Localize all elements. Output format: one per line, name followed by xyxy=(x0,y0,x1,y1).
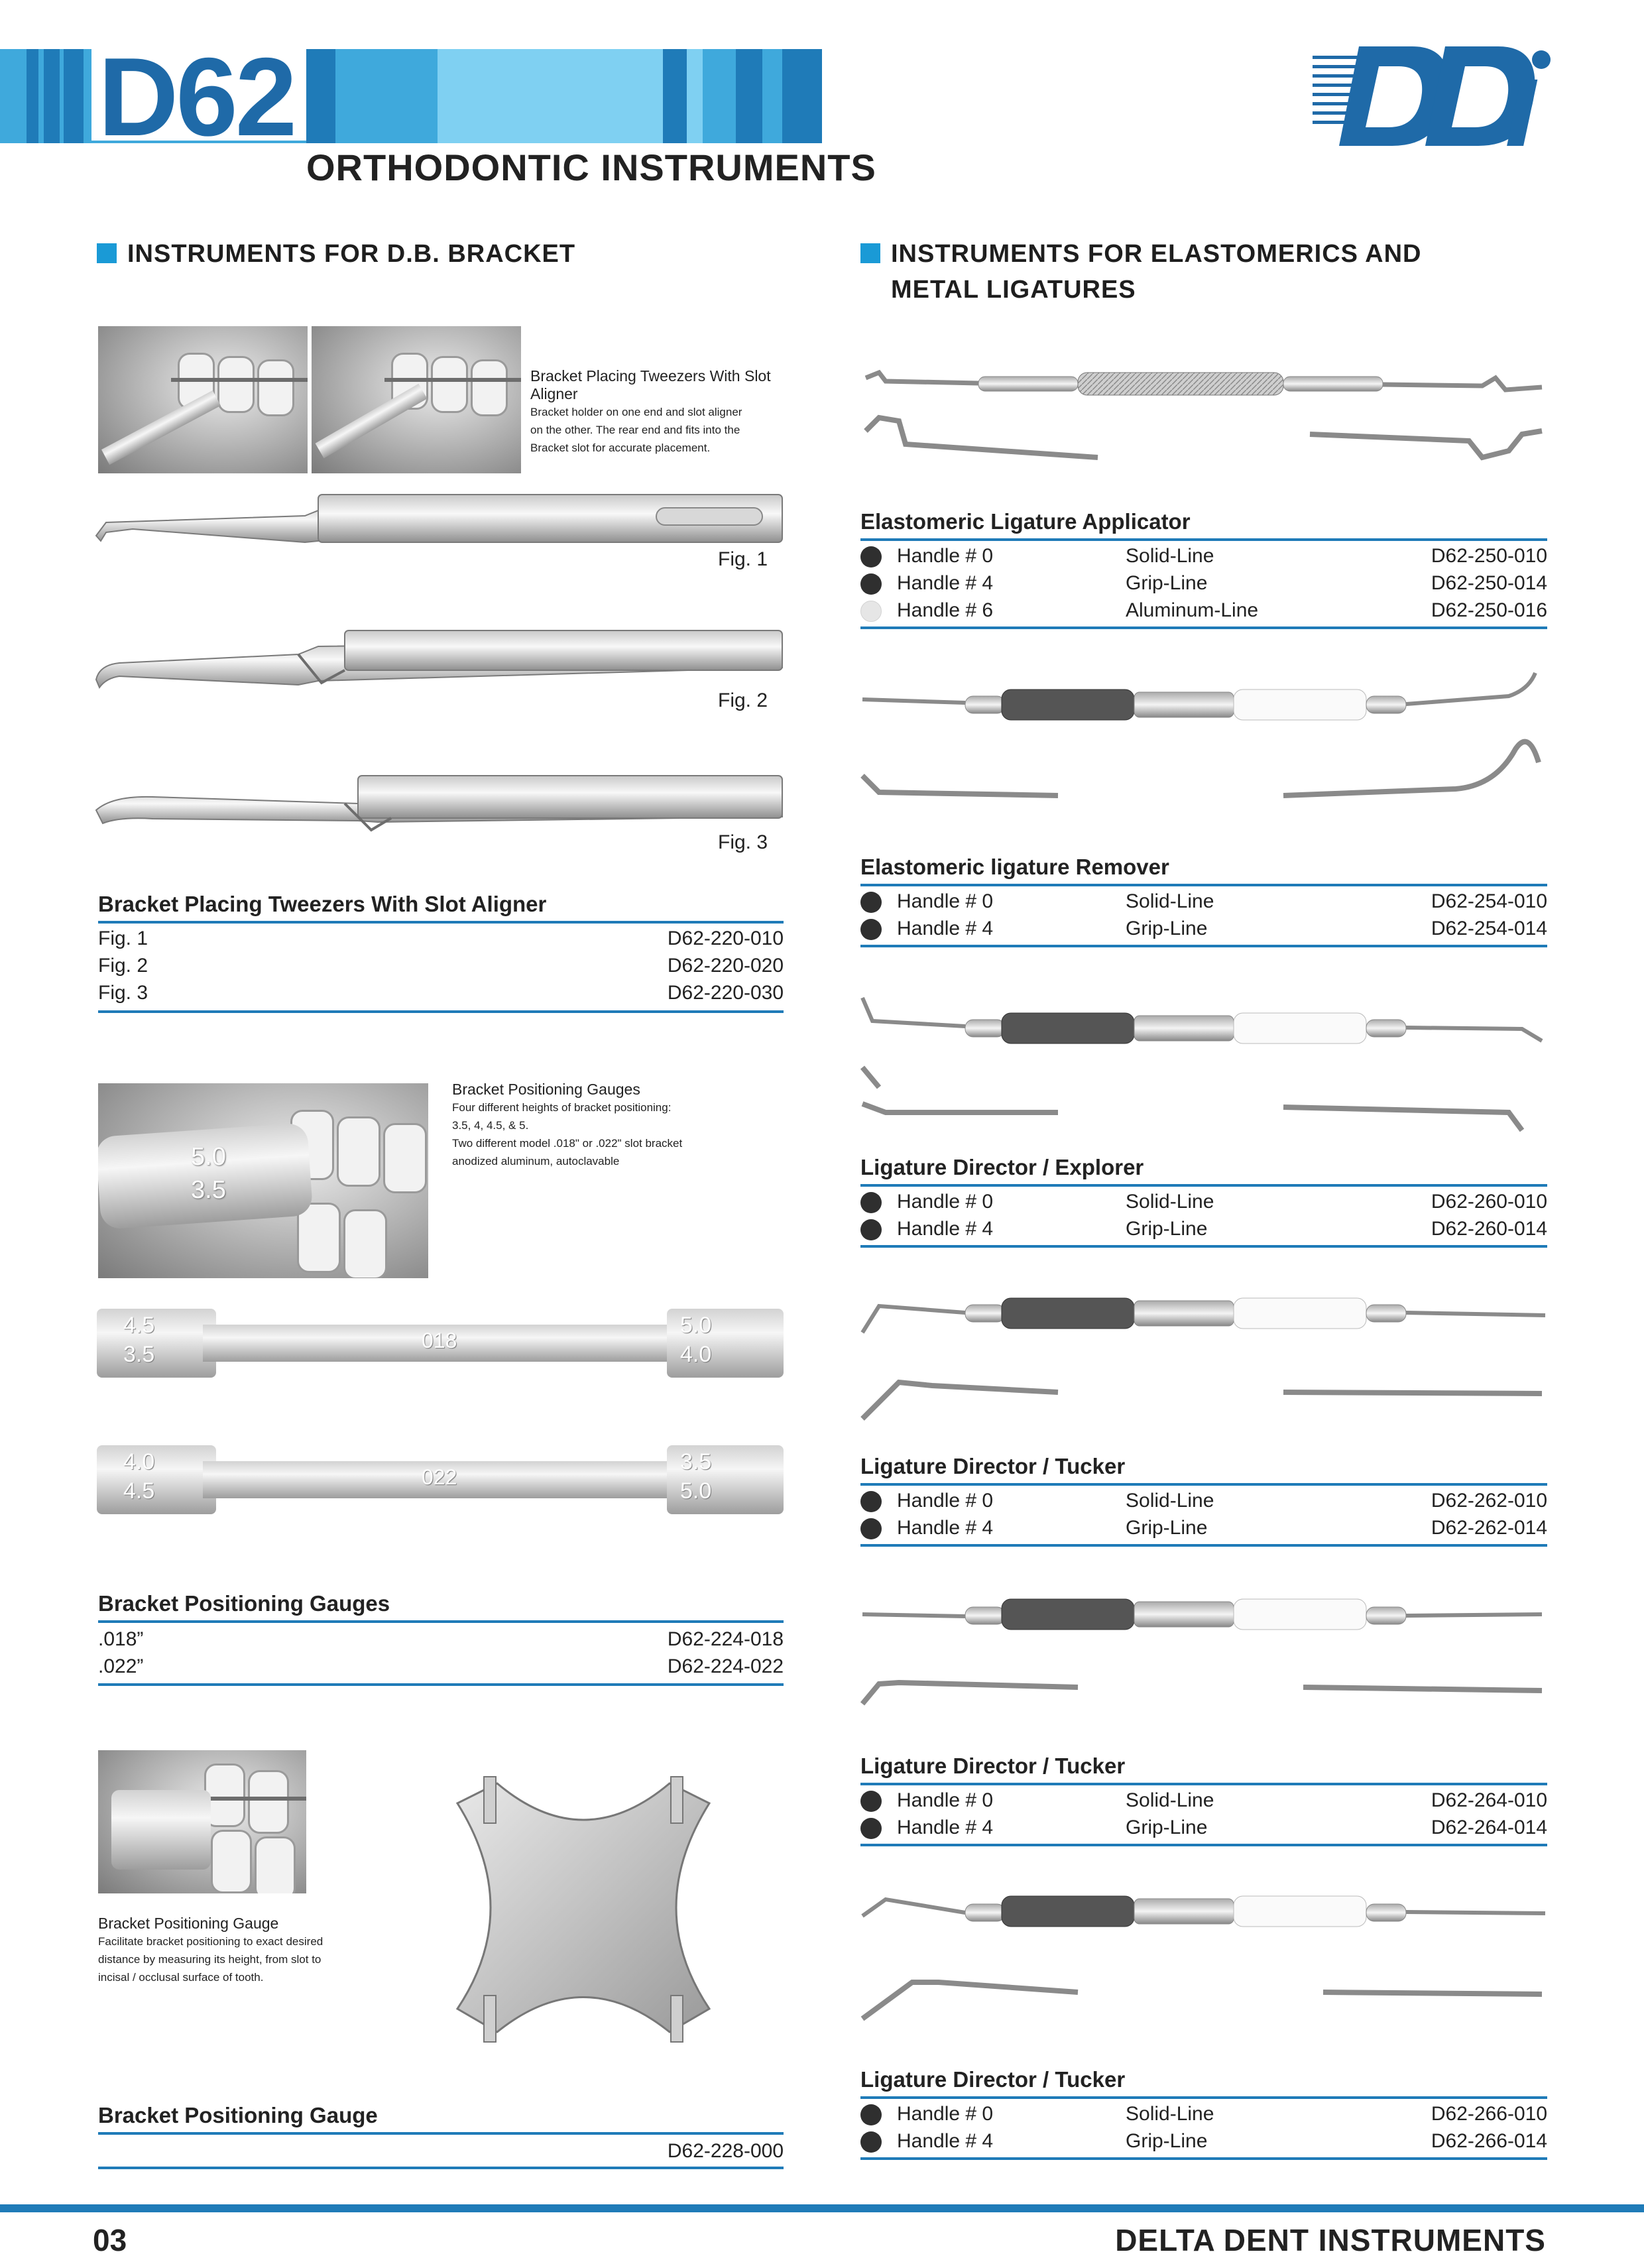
header-stripe xyxy=(736,49,762,143)
gauge-mark: 5.0 xyxy=(680,1478,712,1504)
line-type: Solid-Line xyxy=(1126,1191,1214,1213)
photo-mark: 5.0 xyxy=(191,1143,226,1171)
line-type: Solid-Line xyxy=(1126,890,1214,912)
section-heading-text: INSTRUMENTS FOR ELASTOMERICS AND xyxy=(891,240,1422,268)
gauge-product-title: Bracket Positioning Gauge xyxy=(98,2103,378,2127)
header-stripe xyxy=(44,49,60,143)
table-row xyxy=(860,1215,1547,1243)
fig-label-1: Fig. 1 xyxy=(718,548,768,570)
table-rule xyxy=(860,1844,1547,1846)
catalog-code: D62 xyxy=(91,41,306,141)
gauge-mark: 4.5 xyxy=(123,1478,155,1504)
table-rule xyxy=(860,627,1547,629)
fig-label-3: Fig. 3 xyxy=(718,831,768,853)
product-code: D62-264-010 xyxy=(1431,1789,1547,1811)
tweezers-fig3-image xyxy=(93,769,789,835)
product-code: D62-262-014 xyxy=(1431,1517,1547,1539)
line-type: Grip-Line xyxy=(1126,1817,1208,1838)
table-rule xyxy=(860,1245,1547,1248)
handle-label: Handle # 4 xyxy=(897,1218,994,1240)
description-line: 3.5, 4, 4.5, & 5. xyxy=(452,1119,529,1132)
row-label: Fig. 1 xyxy=(98,927,148,949)
bracket-positioning-gauge-image xyxy=(438,1770,729,2049)
gauges-description xyxy=(452,1081,731,1170)
gauges-photo xyxy=(98,1083,428,1278)
table-rule xyxy=(98,1010,784,1013)
footer-brand: DELTA DENT INSTRUMENTS xyxy=(1115,2223,1546,2257)
gauge-mark: 5.0 xyxy=(680,1313,712,1338)
photo-mark: 3.5 xyxy=(191,1176,226,1204)
table-rule xyxy=(860,2157,1547,2160)
section-heading-text: INSTRUMENTS FOR D.B. BRACKET xyxy=(127,240,576,268)
table-rule xyxy=(98,1683,784,1686)
product-code: D62-250-010 xyxy=(1431,545,1547,567)
header-stripe xyxy=(64,49,84,143)
row-code: D62-220-010 xyxy=(667,927,784,949)
table-rule xyxy=(860,1184,1547,1187)
table-rule xyxy=(860,1544,1547,1547)
table-rule xyxy=(860,1783,1547,1785)
table-row xyxy=(98,952,784,980)
product-code: D62-262-010 xyxy=(1431,1490,1547,1512)
row-code: D62-224-018 xyxy=(667,1628,784,1650)
section-bullet xyxy=(97,243,117,263)
table-rule xyxy=(98,921,784,924)
table-rule xyxy=(98,2132,784,2135)
product-title: Elastomeric Ligature Applicator xyxy=(860,509,1191,534)
product-title: Elastomeric ligature Remover xyxy=(860,855,1169,879)
handle-label: Handle # 4 xyxy=(897,918,994,939)
ligature-tucker-1-image xyxy=(859,1286,1549,1425)
line-type: Solid-Line xyxy=(1126,545,1214,567)
page-title: ORTHODONTIC INSTRUMENTS xyxy=(306,147,876,188)
gauge-mark: 3.5 xyxy=(680,1449,712,1474)
row-code: D62-228-000 xyxy=(667,2140,784,2162)
table-row xyxy=(860,2127,1547,2155)
description-title: Bracket Placing Tweezers With Slot Aligner xyxy=(530,367,771,402)
line-type: Solid-Line xyxy=(1126,1789,1214,1811)
product-code: D62-250-016 xyxy=(1431,599,1547,621)
row-code: D62-220-020 xyxy=(667,955,784,977)
table-rule xyxy=(98,1620,784,1623)
table-row xyxy=(860,1487,1547,1515)
product-code: D62-266-014 xyxy=(1431,2130,1547,2152)
product-code: D62-254-010 xyxy=(1431,890,1547,912)
handle-label: Handle # 0 xyxy=(897,1490,994,1512)
tweezers-photo-1 xyxy=(98,326,308,473)
description-line: incisal / occlusal surface of tooth. xyxy=(98,1971,264,1984)
description-title: Bracket Positioning Gauges xyxy=(452,1081,640,1098)
header-stripe xyxy=(306,49,335,143)
elastomeric-remover-image xyxy=(859,670,1549,822)
section-heading-elastomerics xyxy=(860,236,1421,308)
header-stripe xyxy=(782,49,822,143)
gauge-mark: 4.0 xyxy=(680,1342,712,1367)
gauges-product-title: Bracket Positioning Gauges xyxy=(98,1591,390,1616)
table-rule xyxy=(860,884,1547,886)
table-row xyxy=(860,888,1547,916)
description-line: Two different model .018" or .022" slot bracket xyxy=(452,1137,683,1150)
line-type: Grip-Line xyxy=(1126,2130,1208,2152)
table-rule xyxy=(860,1483,1547,1486)
product-title: Ligature Director / Tucker xyxy=(860,2067,1126,2092)
tweezers-product-title: Bracket Placing Tweezers With Slot Aligner xyxy=(98,892,547,916)
handle-label: Handle # 0 xyxy=(897,1789,994,1811)
description-title: Bracket Positioning Gauge xyxy=(98,1915,279,1932)
table-row xyxy=(98,925,784,953)
table-row xyxy=(860,542,1547,570)
gauge-mark: 022 xyxy=(422,1465,457,1489)
table-rule xyxy=(98,2167,784,2169)
description-line: distance by measuring its height, from slot to xyxy=(98,1953,322,1966)
description-line: Bracket holder on one end and slot aligner xyxy=(530,406,742,418)
product-code: D62-254-014 xyxy=(1431,918,1547,939)
tweezers-fig1-image xyxy=(93,489,789,556)
handle-label: Handle # 6 xyxy=(897,599,994,621)
handle-label: Handle # 4 xyxy=(897,1817,994,1838)
line-type: Grip-Line xyxy=(1126,1218,1208,1240)
product-title: Ligature Director / Tucker xyxy=(860,1454,1126,1478)
table-row xyxy=(860,1814,1547,1842)
product-title: Ligature Director / Explorer xyxy=(860,1155,1144,1179)
line-type: Aluminum-Line xyxy=(1126,599,1259,621)
gauge-mark: 4.0 xyxy=(123,1449,155,1474)
handle-label: Handle # 0 xyxy=(897,2103,994,2125)
table-rule xyxy=(860,945,1547,947)
handle-label: Handle # 0 xyxy=(897,545,994,567)
row-code: D62-220-030 xyxy=(667,982,784,1004)
table-row xyxy=(860,1787,1547,1815)
line-type: Grip-Line xyxy=(1126,572,1208,594)
tweezers-description xyxy=(530,367,795,457)
table-rule xyxy=(860,538,1547,541)
line-type: Solid-Line xyxy=(1126,1490,1214,1512)
row-label: .022” xyxy=(98,1655,144,1677)
description-line: anodized aluminum, autoclavable xyxy=(452,1155,620,1167)
header-stripe xyxy=(27,49,38,143)
tweezers-photo-2 xyxy=(312,326,521,473)
handle-label: Handle # 4 xyxy=(897,572,994,594)
section-bullet xyxy=(860,243,880,263)
product-title: Ligature Director / Tucker xyxy=(860,1754,1126,1778)
ligature-tucker-2-image xyxy=(859,1584,1549,1717)
product-code: D62-264-014 xyxy=(1431,1817,1547,1838)
gauge-description xyxy=(98,1915,390,1986)
line-type: Solid-Line xyxy=(1126,2103,1214,2125)
description-line: Four different heights of bracket positioning: xyxy=(452,1101,672,1114)
line-type: Grip-Line xyxy=(1126,1517,1208,1539)
table-row xyxy=(98,2137,784,2165)
row-code: D62-224-022 xyxy=(667,1655,784,1677)
elastomeric-applicator-image xyxy=(859,358,1549,477)
handle-label: Handle # 4 xyxy=(897,1517,994,1539)
line-type: Grip-Line xyxy=(1126,918,1208,939)
ligature-explorer-image xyxy=(859,994,1549,1134)
table-row xyxy=(860,2100,1547,2128)
handle-label: Handle # 4 xyxy=(897,2130,994,2152)
section-heading-db-bracket xyxy=(97,236,575,272)
table-row xyxy=(860,569,1547,597)
table-row xyxy=(860,1188,1547,1216)
row-label: .018” xyxy=(98,1628,144,1650)
ddi-logo xyxy=(1313,46,1551,146)
product-code: D62-250-014 xyxy=(1431,572,1547,594)
table-row xyxy=(98,979,784,1007)
handle-label: Handle # 0 xyxy=(897,890,994,912)
product-code: D62-260-010 xyxy=(1431,1191,1547,1213)
table-row xyxy=(860,1514,1547,1542)
table-row xyxy=(860,597,1547,625)
ligature-tucker-3-image xyxy=(859,1883,1549,2029)
product-code: D62-266-010 xyxy=(1431,2103,1547,2125)
gauge-mark: 3.5 xyxy=(123,1342,155,1367)
description-line: Bracket slot for accurate placement. xyxy=(530,442,711,454)
table-row xyxy=(860,915,1547,943)
description-line: Facilitate bracket positioning to exact desired xyxy=(98,1935,323,1948)
gauge-mark: 4.5 xyxy=(123,1313,155,1338)
row-label: Fig. 2 xyxy=(98,955,148,977)
table-row xyxy=(98,1626,784,1653)
page-number: 03 xyxy=(93,2223,127,2257)
handle-label: Handle # 0 xyxy=(897,1191,994,1213)
table-rule xyxy=(860,2096,1547,2099)
gauge-photo xyxy=(98,1750,306,1893)
description-line: on the other. The rear end and fits into the xyxy=(530,424,740,436)
row-label: Fig. 3 xyxy=(98,982,148,1004)
product-code: D62-260-014 xyxy=(1431,1218,1547,1240)
header-stripe xyxy=(663,49,687,143)
gauge-mark: 018 xyxy=(422,1329,457,1352)
gauge-022-image xyxy=(97,1445,784,1514)
footer-bar xyxy=(0,2204,1644,2212)
table-row xyxy=(98,1653,784,1681)
fig-label-2: Fig. 2 xyxy=(718,689,768,711)
section-heading-text-line2: METAL LIGATURES xyxy=(891,276,1136,304)
gauge-018-image xyxy=(97,1309,784,1378)
tweezers-fig2-image xyxy=(93,627,789,693)
